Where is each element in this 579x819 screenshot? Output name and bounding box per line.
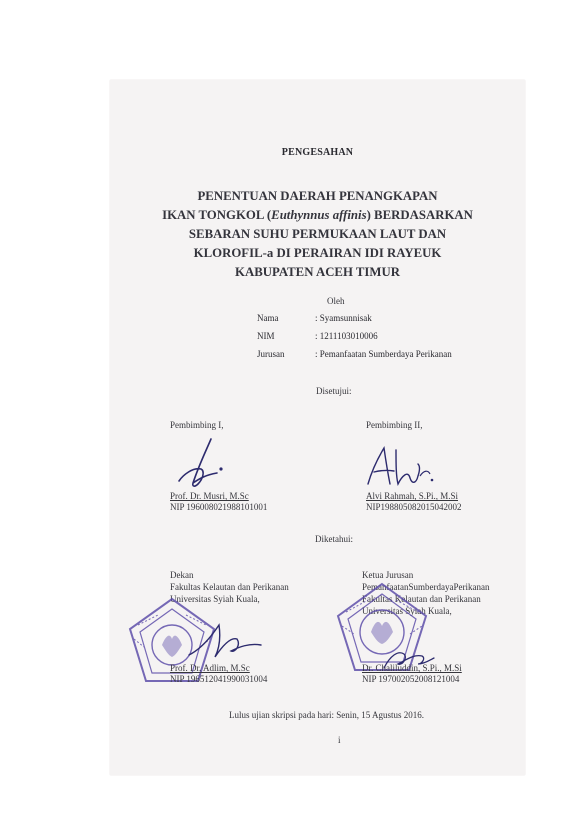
disetujui-label: Disetujui:	[316, 386, 352, 396]
title-line-3: SEBARAN SUHU PERMUKAAN LAUT DAN	[188, 227, 447, 241]
title-line-1: PENENTUAN DAERAH PENANGKAPAN	[197, 189, 438, 203]
ketua-faculty: Fakultas Kelautan dan Perikanan	[362, 594, 481, 604]
ketua-name: Dr. Chaliluddin, S.Pi., M.Si	[362, 663, 462, 673]
graduation-note: Lulus ujian skripsi pada hari: Senin, 15 Agustus 2016.	[229, 710, 424, 720]
ketua-nip: NIP 197002052008121004	[362, 674, 460, 684]
page-number: i	[338, 735, 341, 745]
pembimbing1-nip: NIP 196008021988101001	[170, 502, 268, 512]
diketahui-label: Diketahui:	[315, 534, 353, 544]
title-line-4: KLOROFIL-a DI PERAIRAN IDI RAYEUK	[193, 246, 442, 260]
pembimbing1-name: Prof. Dr. Musri, M.Sc	[170, 491, 249, 501]
dekan-nip: NIP 196512041990031004	[170, 674, 268, 684]
title-line-2: IKAN TONGKOL (Euthynnus affinis) BERDASARKAN	[162, 208, 473, 222]
identity-value: : Syamsunnisak	[315, 313, 372, 323]
dekan-university: Universitas Syiah Kuala,	[170, 594, 260, 604]
pembimbing2-signature	[358, 440, 448, 495]
ketua-role: Ketua Jurusan	[362, 570, 414, 580]
species-name: Euthynnus affinis	[271, 208, 367, 222]
pembimbing2-role: Pembimbing II,	[366, 420, 423, 430]
dekan-signature	[185, 615, 265, 665]
pembimbing1-role: Pembimbing I,	[170, 420, 224, 430]
pembimbing2-name: Alvi Rahmah, S.Pi., M.Si	[366, 491, 459, 501]
dekan-role: Dekan	[170, 570, 194, 580]
pembimbing2-nip: NIP198805082015042002	[366, 502, 462, 512]
dekan-name: Prof. Dr. Adlim, M.Sc	[170, 663, 250, 673]
oleh-label: Oleh	[327, 296, 345, 306]
document-page	[110, 80, 525, 775]
ketua-university: Universitas Syiah Kuala,	[362, 606, 452, 616]
identity-value: : Pemanfaatan Sumberdaya Perikanan	[315, 349, 452, 359]
page-heading: PENGESAHAN	[281, 147, 354, 158]
title-line-5: KABUPATEN ACEH TIMUR	[235, 265, 400, 279]
identity-label: NIM	[257, 331, 275, 341]
ketua-department: PemanfaatanSumberdayaPerikanan	[362, 582, 490, 592]
identity-label: Jurusan	[257, 349, 285, 359]
identity-value: : 1211103010006	[315, 331, 378, 341]
dekan-faculty: Fakultas Kelautan dan Perikanan	[170, 582, 289, 592]
identity-label: Nama	[257, 313, 279, 323]
pembimbing1-signature	[165, 435, 245, 495]
